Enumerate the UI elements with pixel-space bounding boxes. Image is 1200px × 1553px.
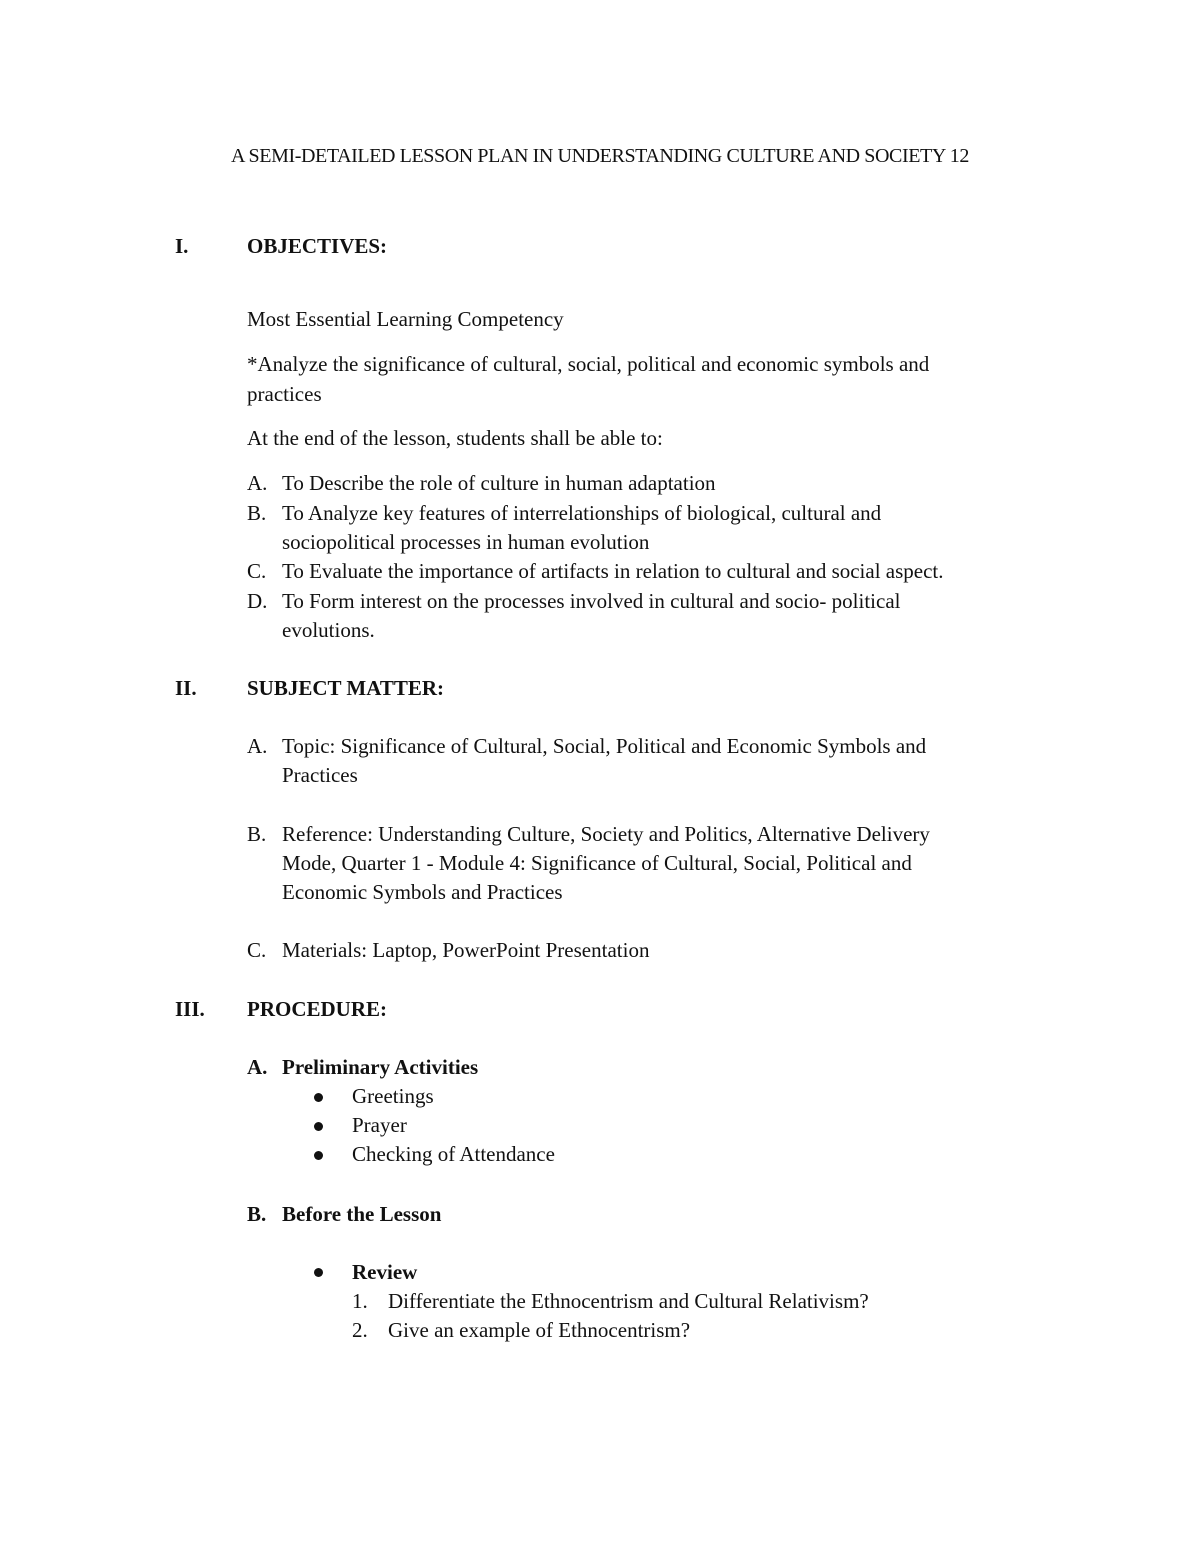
section-heading-subject-matter: SUBJECT MATTER: (247, 676, 445, 700)
list-item-letter: A. (247, 734, 268, 758)
subsection-letter: B. (247, 1202, 267, 1226)
list-item-text: To Analyze key features of interrelationships of biological, cultural and (282, 501, 882, 525)
reference-text-continued: Mode, Quarter 1 - Module 4: Significance of Cultural, Social, Political and (282, 851, 912, 875)
review-question: Give an example of Ethnocentrism? (388, 1318, 691, 1342)
list-item-letter: B. (247, 501, 267, 525)
list-item-letter: B. (247, 822, 267, 846)
subsection-heading-preliminary: Preliminary Activities (282, 1055, 479, 1079)
review-question: Differentiate the Ethnocentrism and Cultural Relativism? (388, 1289, 869, 1313)
section-heading-procedure: PROCEDURE: (247, 997, 387, 1021)
question-number: 1. (352, 1289, 368, 1313)
list-item-letter: D. (247, 589, 268, 613)
melc-text-line1: *Analyze the significance of cultural, social, political and economic symbols and (247, 352, 930, 376)
materials-text: Materials: Laptop, PowerPoint Presentation (282, 938, 650, 962)
section-numeral-objectives: I. (175, 234, 189, 258)
bullet-icon (314, 1122, 323, 1131)
section-heading-objectives: OBJECTIVES: (247, 234, 388, 258)
section-numeral-procedure: III. (175, 997, 205, 1021)
list-item-text: To Form interest on the processes involved in cultural and socio- political (282, 589, 901, 613)
objectives-intro: At the end of the lesson, students shall be able to: (247, 426, 663, 450)
list-item-text: To Describe the role of culture in human adaptation (282, 471, 716, 495)
subsection-heading-before-lesson: Before the Lesson (282, 1202, 442, 1226)
list-item: Greetings (352, 1084, 434, 1108)
subsection-letter: A. (247, 1055, 268, 1079)
topic-text: Topic: Significance of Cultural, Social, Political and Economic Symbols and (282, 734, 927, 758)
list-item-letter: C. (247, 938, 267, 962)
melc-label: Most Essential Learning Competency (247, 307, 564, 331)
list-item: Prayer (352, 1113, 407, 1137)
section-numeral-subject-matter: II. (175, 676, 197, 700)
bullet-icon (314, 1151, 323, 1160)
bullet-icon (314, 1093, 323, 1102)
list-item-text-continued: evolutions. (282, 618, 375, 642)
page-title: A SEMI-DETAILED LESSON PLAN IN UNDERSTANDING CULTURE AND SOCIETY 12 (231, 145, 969, 167)
list-item-letter: A. (247, 471, 268, 495)
topic-text-continued: Practices (282, 763, 358, 787)
list-item-text-continued: sociopolitical processes in human evolution (282, 530, 650, 554)
melc-text-line2: practices (247, 382, 322, 406)
bullet-icon (314, 1268, 323, 1277)
review-heading: Review (352, 1260, 418, 1284)
reference-text: Reference: Understanding Culture, Society and Politics, Alternative Delivery (282, 822, 930, 846)
list-item-letter: C. (247, 559, 267, 583)
list-item: Checking of Attendance (352, 1142, 555, 1166)
reference-text-continued: Economic Symbols and Practices (282, 880, 563, 904)
question-number: 2. (352, 1318, 368, 1342)
list-item-text: To Evaluate the importance of artifacts in relation to cultural and social aspect. (282, 559, 944, 583)
